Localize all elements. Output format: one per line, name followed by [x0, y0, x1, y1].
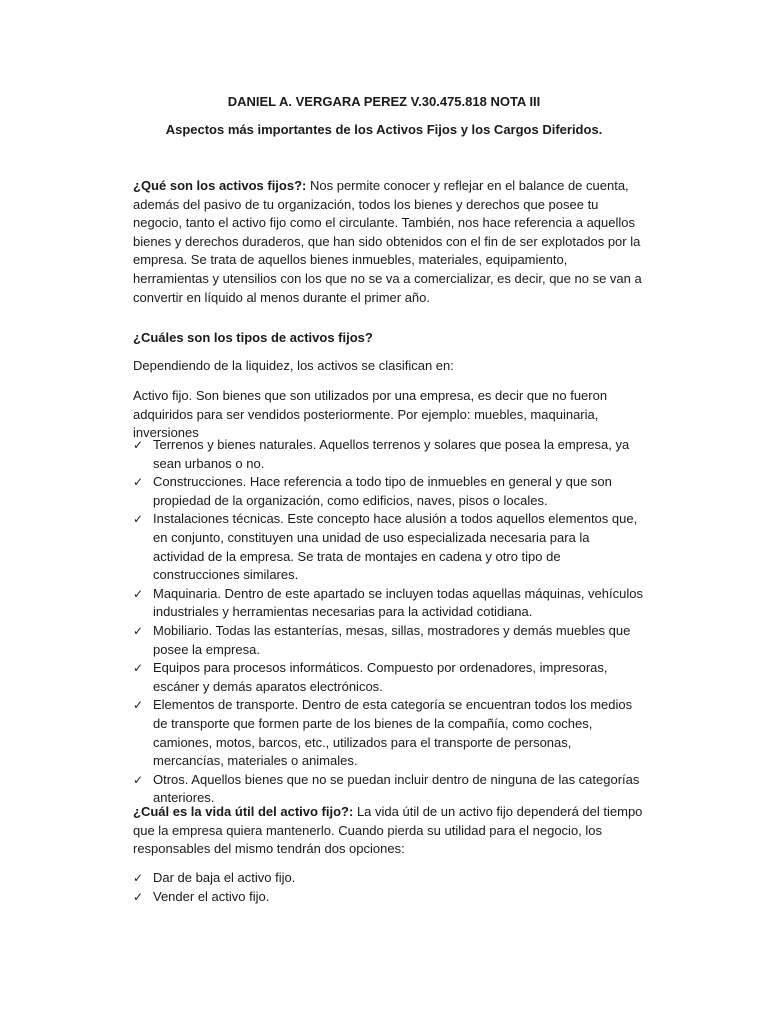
fixed-asset-definition: Activo fijo. Son bienes que son utilizados por una empresa, es decir que no fueron adquiridos para ser vendidos posteriormente. Por ejemplo: muebles, maquinaria, inversiones [133, 388, 608, 441]
list-item-text: Elementos de transporte. Dentro de esta categoría se encuentran todos los medios de transporte que formen parte de los bienes de la compañía, como coches, camiones, motos, barcos, etc., utilizados para el transporte de personas, mercancías, materiales o animales. [153, 697, 633, 769]
list-item [133, 436, 643, 473]
check-icon: ✓ [133, 772, 144, 787]
list-item-text: Mobiliario. Todas las estanterías, mesas, sillas, mostradores y demás muebles que posee la empresa. [153, 622, 631, 657]
list-item [133, 510, 643, 584]
check-icon: ✓ [133, 586, 144, 601]
list-item-text: Instalaciones técnicas. Este concepto hace alusión a todos aquellos elementos que, en conjunto, constituyen una unidad de uso especializada necesaria para la actividad de la empresa. Se trata de montajes en cadena y otro tipo de construcciones similares. [153, 511, 638, 583]
types-intro: Dependiendo de la liquidez, los activos se clasifican en: [133, 358, 454, 373]
section-useful-life [133, 803, 643, 859]
list-item [133, 696, 643, 770]
list-item [133, 869, 643, 888]
list-item-text: Otros. Aquellos bienes que no se puedan incluir dentro de ninguna de las categorías anteriores. [153, 771, 640, 806]
check-icon: ✓ [133, 623, 144, 638]
list-item-text: Maquinaria. Dentro de este apartado se incluyen todas aquellas máquinas, vehículos industriales y herramientas necesarias para la actividad cotidiana. [153, 585, 643, 620]
section-heading: ¿Qué son los activos fijos?: [133, 178, 307, 193]
section-body: La vida útil de un activo fijo dependerá del tiempo que la empresa quiera mantenerlo. Cuando pierda su utilidad para el negocio, los responsables del mismo tendrán dos opciones: [133, 804, 643, 857]
section-what-are-fixed-assets [133, 177, 643, 307]
list-item-text: Vender el activo fijo. [153, 888, 270, 904]
list-item-text: Terrenos y bienes naturales. Aquellos terrenos y solares que posea la empresa, ya sean urbanos o no. [153, 437, 630, 471]
check-icon: ✓ [133, 871, 144, 885]
list-item-text: Dar de baja el activo fijo. [153, 870, 296, 885]
section-heading: ¿Cuál es la vida útil del activo fijo?: [133, 804, 354, 819]
list-item-text: Equipos para procesos informáticos. Compuesto por ordenadores, impresoras, escáner y demás aparatos electrónicos. [153, 660, 608, 694]
check-icon: ✓ [133, 438, 144, 452]
list-item [133, 659, 643, 696]
asset-types-list [133, 436, 643, 808]
section-body: Nos permite conocer y reflejar en el balance de cuenta, además del pasivo de tu organización, todos los bienes y derechos que posee tu negocio, tanto el activo fijo como el circulante. También, nos hace referencia a aquellos bienes y derechos duraderos, que han sido obtenidos con el fin de ser explotados por la empresa. Se trata de aquellos bienes inmuebles, materiales, equipamiento, herramientas y utensilios con los que no se va a comercializar, es decir, que no se van a convertir en líquido al menos durante el primer año. [133, 178, 642, 305]
list-item [133, 473, 643, 510]
list-item-text: Construcciones. Hace referencia a todo tipo de inmuebles en general y que son propiedad de la organización, como edificios, naves, pisos o locales. [153, 474, 612, 508]
document-title: Aspectos más importantes de los Activos Fijos y los Cargos Diferidos. [165, 122, 603, 137]
list-item [133, 888, 643, 907]
check-icon: ✓ [133, 889, 144, 904]
options-list [133, 869, 643, 906]
check-icon: ✓ [133, 512, 144, 527]
list-item [133, 585, 643, 622]
check-icon: ✓ [133, 661, 144, 676]
list-item [133, 622, 643, 659]
check-icon: ✓ [133, 698, 144, 713]
document-author-line: DANIEL A. VERGARA PEREZ V.30.475.818 NOTA III [227, 94, 541, 109]
section-heading-types: ¿Cuáles son los tipos de activos fijos? [133, 330, 373, 345]
check-icon: ✓ [133, 475, 144, 490]
